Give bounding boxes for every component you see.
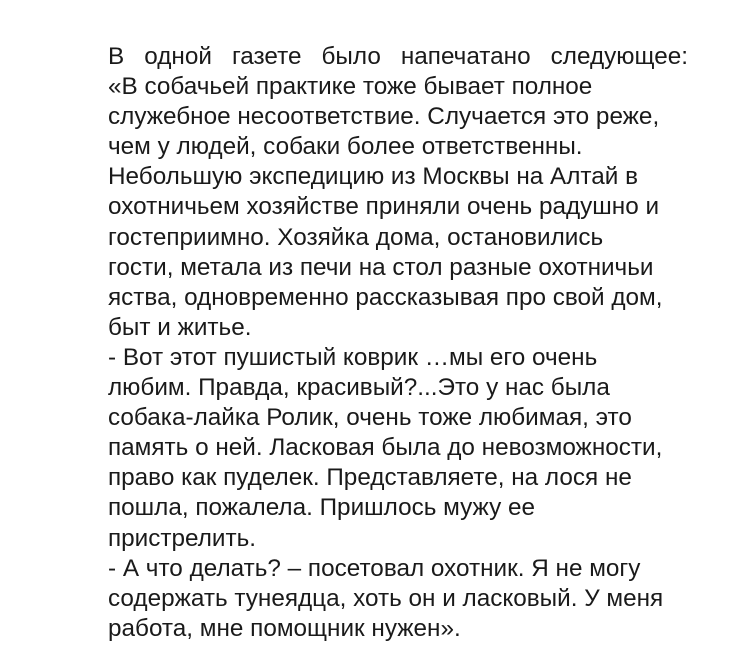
text-line: право как пуделек. Представляете, на лося не <box>108 464 632 492</box>
text-line: память о ней. Ласковая была до невозможности, <box>108 434 663 462</box>
text-line: «В собачьей практике тоже бывает полное <box>108 73 593 101</box>
text-line: чем у людей, собаки более ответственны. <box>108 133 583 161</box>
text-line: любим. Правда, красивый?...Это у нас была <box>108 374 610 402</box>
text-line: яства, одновременно рассказывая про свой дом, <box>108 283 663 311</box>
text-line: пристрелить. <box>108 524 257 552</box>
text-line: собака-лайка Ролик, очень тоже любимая, это <box>108 404 632 432</box>
text-line: содержать тунеядца, хоть он и ласковый. У меня <box>108 584 664 612</box>
text-line: быт и житье. <box>108 313 252 341</box>
text-line: - А что делать? – посетовал охотник. Я не могу <box>108 554 641 582</box>
text-line: - Вот этот пушистый коврик …мы его очень <box>108 343 598 371</box>
document-text <box>108 42 688 644</box>
text-line: служебное несоответствие. Случается это реже, <box>108 103 660 131</box>
text-line: В одной газете было напечатано следующее: <box>108 43 688 70</box>
text-line: работа, мне помощник нужен». <box>108 614 461 642</box>
text-line: охотничьем хозяйстве приняли очень радушно и <box>108 193 660 221</box>
text-line: гости, метала из печи на стол разные охотничьи <box>108 253 654 281</box>
text-line: гостеприимно. Хозяйка дома, остановились <box>108 223 604 251</box>
text-line: Небольшую экспедицию из Москвы на Алтай в <box>108 163 638 191</box>
text-line: пошла, пожалела. Пришлось мужу ее <box>108 494 535 522</box>
